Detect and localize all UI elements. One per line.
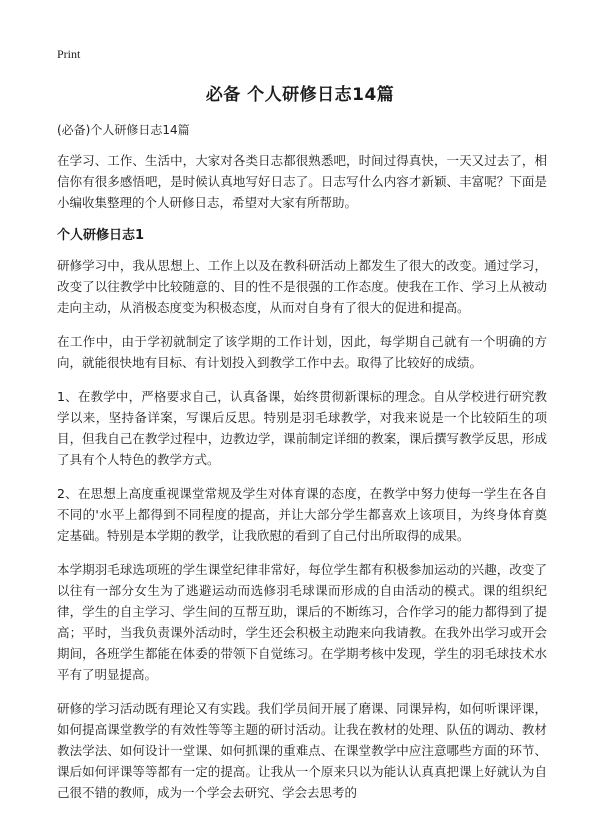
body-paragraph: 研修学习中，我从思想上、工作上以及在教科研活动上都发生了很大的改变。通过学习，改变了以往教学中比较随意的、目的性不是很强的工作态度。使我在工作、学习上从被动走向主动，从消极态度变为积极态度，从而对自身有了很大的促进和提高。 (57, 258, 547, 315)
print-link[interactable]: Print (57, 47, 81, 61)
intro-paragraph: 在学习、工作、生活中，大家对各类日志都很熟悉吧，时间过得真快，一天又过去了，相信你有很多感悟吧，是时候认真地写好日志了。日志写什么内容才新颖、丰富呢？下面是小编收集整理的个人研修日志，希望对大家有所帮助。 (57, 153, 547, 210)
body-paragraph: 2、在思想上高度重视课堂常规及学生对体育课的态度，在教学中努力使每一学生在各自不同的'水平上都得到不同程度的提高，并让大部分学生都喜欢上该项目，为终身体育奠定基础。特别是本学期的教学，让我欣慰的看到了自己付出所取得的成果。 (57, 486, 547, 543)
document-title: 必备 个人研修日志14篇 (205, 85, 395, 105)
body-paragraph: 1、在教学中，严格要求自己，认真备课，始终贯彻新课标的理念。自从学校进行研究教学以来，坚持备详案，写课后反思。特别是羽毛球教学，对我来说是一个比较陌生的项目，但我自己在教学过程中，边教边学，课前制定详细的教案，课后撰写教学反思，形成了具有个人特色的教学方式。 (57, 389, 547, 467)
document-subtitle: (必备)个人研修日志14篇 (57, 123, 190, 137)
document-body (57, 150, 547, 816)
body-paragraph: 研修的学习活动既有理论又有实践。我们学员间开展了磨课、同课异构，如何听课评课，如何提高课堂教学的有效性等等主题的研讨活动。让我在教材的处理、队伍的调动、教材教法学法、如何设计一堂课、如何抓课的重难点、在课堂教学中应注意哪些方面的环节、课后如何评课等等都有一定的提高。让我从一个原来只以为能认认真真把课上好就认为自己很不错的教师，成为一个学会去研究、学会去思考的 (57, 701, 547, 800)
section-heading: 个人研修日志1 (57, 228, 145, 243)
body-paragraph: 本学期羽毛球选项班的学生课堂纪律非常好，每位学生都有积极参加运动的兴趣，改变了以往有一部分女生为了逃避运动而选修羽毛球课而形成的自由活动的模式。课的组织纪律，学生的自主学习、学生间的互帮互助，课后的不断练习，合作学习的能力都得到了提高；平时，当我负责课外活动时，学生还会积极主动跑来向我请教。在我外出学习或开会期间，各班学生都能在体委的带领下自觉练习。在学期考核中发现，学生的羽毛球技术水平有了明显提高。 (57, 562, 547, 682)
body-paragraph: 在工作中，由于学初就制定了该学期的工作计划，因此，每学期自己就有一个明确的方向，就能很快地有目标、有计划投入到教学工作中去。取得了比较好的成绩。 (57, 334, 547, 370)
